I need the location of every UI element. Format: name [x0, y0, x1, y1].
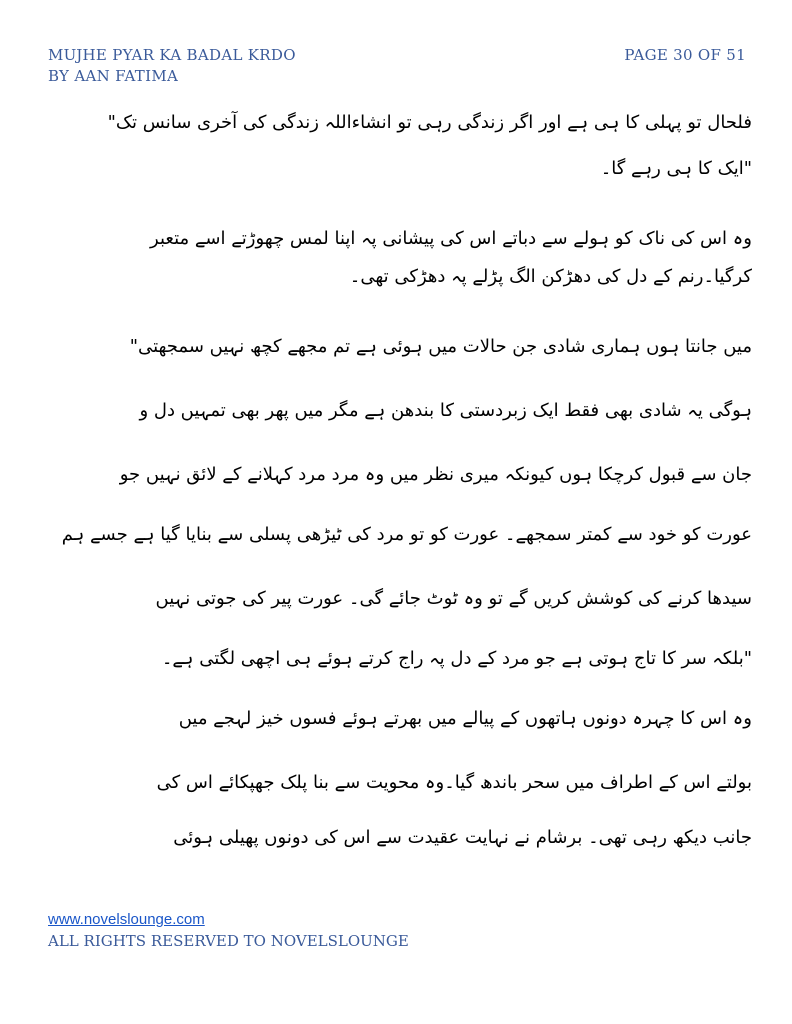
text-line: وہ اس کی ناک کو ہولے سے دباتے اس کی پیشانی پہ اپنا لمس چھوڑتے اسے متعبر — [150, 228, 752, 249]
page-footer — [48, 911, 792, 950]
text-line: میں جانتا ہوں ہماری شادی جن حالات میں ہوئی ہے تم مجھے کچھ نہیں سمجھتی" — [129, 336, 752, 357]
text-line: بولتے اس کے اطراف میں سحر باندھ گیا۔وہ محویت سے بنا پلک جھپکائے اس کی — [156, 772, 752, 793]
novel-title: MUJHE PYAR KA BADAL KRDO — [48, 46, 296, 64]
body-text — [48, 108, 752, 853]
page-number: PAGE 30 OF 51 — [624, 46, 746, 64]
copyright-notice: ALL RIGHTS RESERVED TO NOVELSLOUNGE — [48, 932, 409, 950]
text-line: ہوگی یہ شادی بھی فقط ایک زبردستی کا بندھن ہے مگر میں پھر بھی تمہیں دل و — [139, 400, 752, 421]
website-link[interactable]: www.novelslounge.com — [48, 911, 205, 928]
text-line: کرگیا۔رنم کے دل کی دھڑکن الگ پڑلے پہ دھڑکی تھی۔ — [349, 266, 752, 287]
text-line: سیدھا کرنے کی کوشش کریں گے تو وہ ٹوٹ جائے گی۔ عورت پیر کی جوتی نہیں — [155, 588, 752, 609]
text-line: "ایک کا ہی رہے گا۔ — [600, 158, 752, 179]
text-line: "بلکہ سر کا تاج ہوتی ہے جو مرد کے دل پہ راج کرتے ہوئے ہی اچھی لگتی ہے۔ — [161, 648, 752, 669]
text-line: عورت کو خود سے کمتر سمجھے۔ عورت کو تو مرد کی ٹیڑھی پسلی سے بنایا گیا ہے جسے ہم — [61, 524, 752, 545]
page-header — [0, 0, 792, 96]
text-line: جان سے قبول کرچکا ہوں کیونکہ میری نظر میں وہ مرد مرد کہلانے کے لائق نہیں جو — [119, 464, 752, 485]
text-line: جانب دیکھ رہی تھی۔ برشام نے نہایت عقیدت سے اس کی دونوں پھیلی ہوئی — [173, 827, 752, 848]
author-name: BY AAN FATIMA — [48, 67, 179, 85]
text-line: فلحال تو پہلی کا ہی ہے اور اگر زندگی رہی تو انشاءاللہ زندگی کی آخری سانس تک" — [107, 112, 752, 133]
text-line: وہ اس کا چہرہ دونوں ہاتھوں کے پیالے میں بھرتے ہوئے فسوں خیز لہجے میں — [178, 708, 752, 729]
